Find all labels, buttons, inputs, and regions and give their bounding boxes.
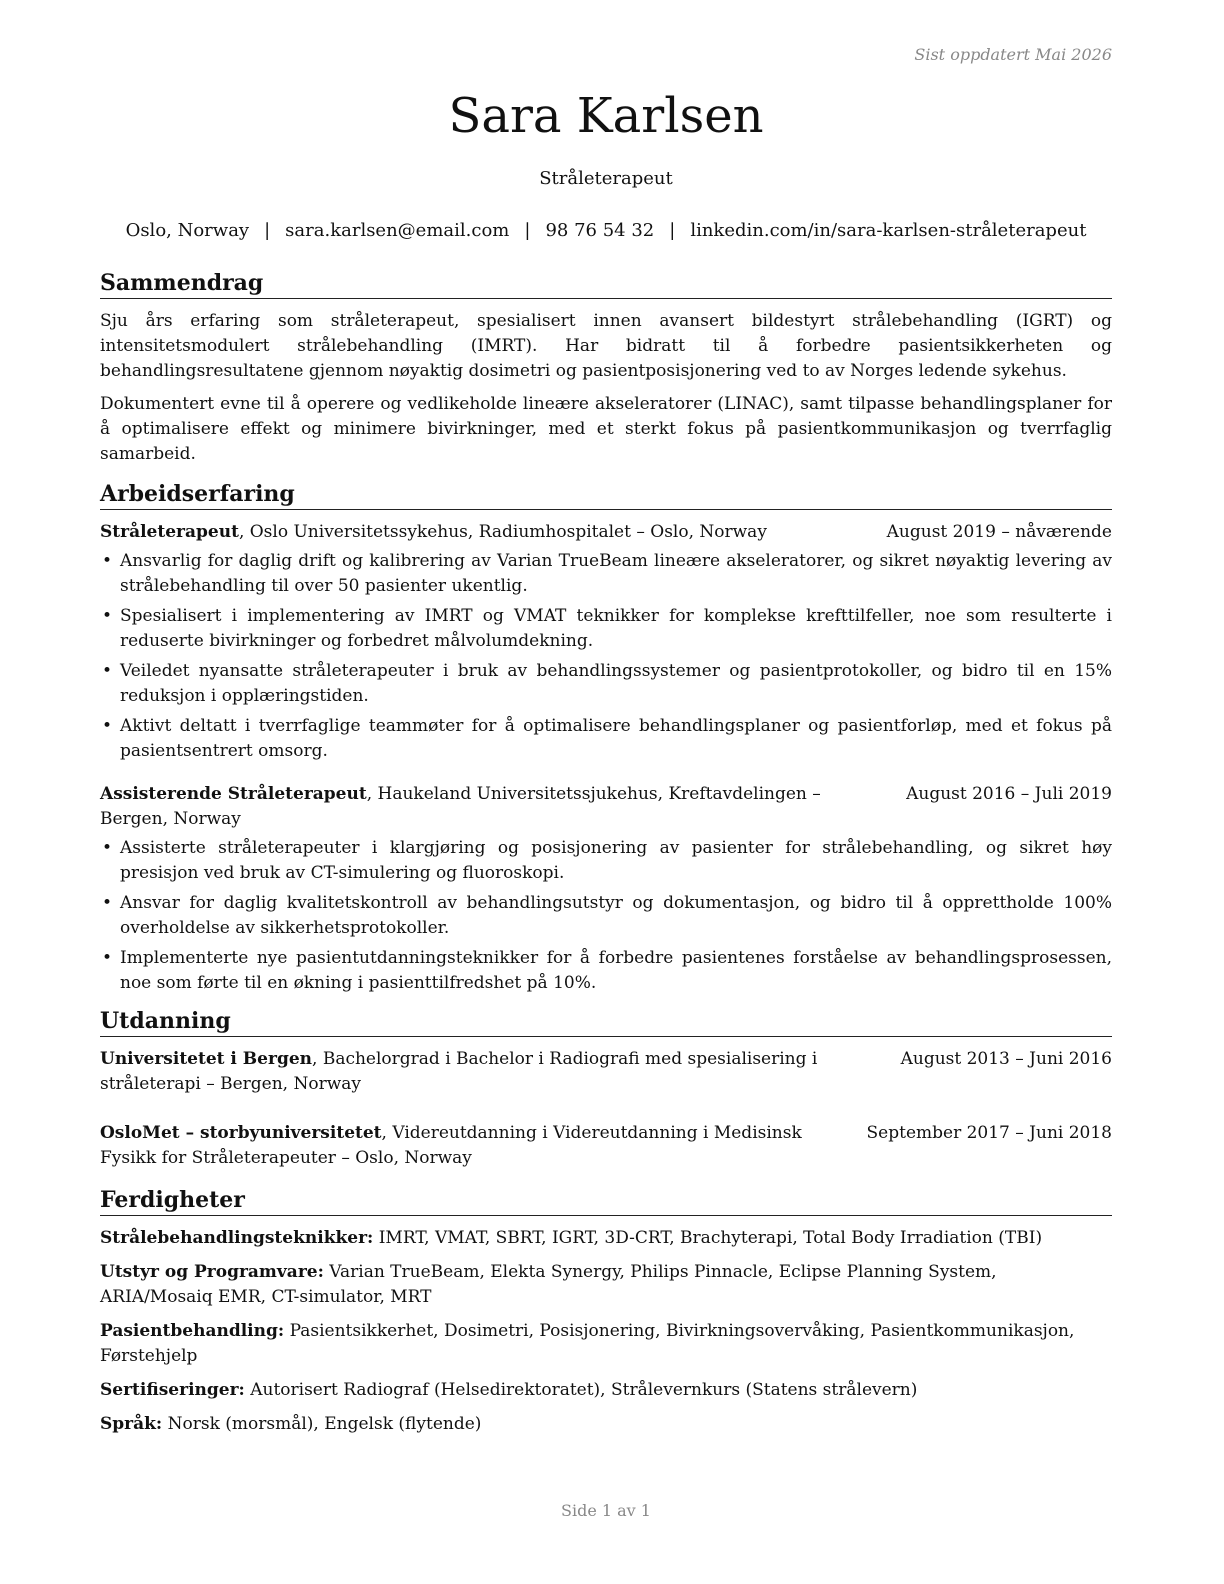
bullet-item (100, 714, 1112, 764)
section-heading: Ferdigheter (100, 1185, 1112, 1216)
job-dates: August 2019 – nåværende (886, 522, 1112, 542)
section-heading: Sammendrag (100, 268, 1112, 299)
job-organization: , Haukeland Universitetssjukehus, Kreftavdelingen – Bergen, Norway (100, 784, 821, 829)
section-heading: Utdanning (100, 1006, 1112, 1037)
school-name: Universitetet i Bergen (100, 1049, 313, 1069)
bullet-text: Implementerte nye pasientutdanningsteknikker for å forbedre pasientenes forståelse av behandlingsprosessen, noe som førte til en økning i pasienttilfredshet på 10%. (120, 948, 1112, 993)
contact-phone: 98 76 54 32 (545, 220, 655, 241)
education-dates: August 2013 – Juni 2016 (900, 1049, 1112, 1069)
skill-label: Pasientbehandling: (100, 1321, 285, 1341)
bullet-text: Ansvarlig for daglig drift og kalibrering av Varian TrueBeam lineære akseleratorer, og sikret nøyaktig levering av strålebehandling til over 50 pasienter ukentlig. (120, 551, 1112, 596)
summary-section (100, 268, 1112, 467)
skill-label: Sertifiseringer: (100, 1380, 245, 1400)
page-number: Side 1 av 1 (561, 1501, 651, 1520)
job-entry (100, 782, 1112, 996)
school-name: OsloMet – storbyuniversitetet (100, 1123, 382, 1143)
skill-value: Autorisert Radiograf (Helsedirektoratet), Strålevernkurs (Statens strålevern) (244, 1380, 918, 1400)
summary-paragraph: Sju års erfaring som stråleterapeut, spesialisert innen avansert bildestyrt strålebehandling (IGRT) og intensitetsmodulert strålebehandling (IMRT). Har bidratt til å forbedre pasientsikkerheten og behandlingsresultatene gjennom nøyaktig dosimetri og pasientposisjonering ved to av Norges ledende sykehus. (100, 311, 1112, 381)
skill-row (100, 1260, 1112, 1310)
job-role: Stråleterapeut (100, 522, 239, 542)
bullet-icon: • (102, 893, 113, 913)
bullet-text: Aktivt deltatt i tverrfaglige teammøter for å optimalisere behandlingsplaner og pasientforløp, med et fokus på pasientsentrert omsorg. (120, 716, 1112, 761)
skill-label: Strålebehandlingsteknikker: (100, 1228, 374, 1248)
bullet-icon: • (102, 606, 113, 626)
bullet-text: Ansvar for daglig kvalitetskontroll av behandlingsutstyr og dokumentasjon, og bidro til å opprettholde 100% overholdelse av sikkerhetsprotokoller. (120, 893, 1112, 938)
candidate-name: Sara Karlsen (448, 88, 764, 144)
resume-page (100, 0, 1112, 1584)
experience-section (100, 479, 1112, 996)
bullet-item (100, 604, 1112, 654)
contact-separator: | (524, 220, 531, 241)
contact-separator: | (264, 220, 271, 241)
bullet-item (100, 946, 1112, 996)
bullet-item (100, 549, 1112, 599)
education-entry (100, 1121, 1112, 1171)
skill-row (100, 1378, 1112, 1403)
resume-body (100, 268, 1112, 1446)
bullet-item (100, 659, 1112, 709)
job-bullets (100, 836, 1112, 996)
skill-value: Pasientsikkerhet, Dosimetri, Posisjonering, Bivirkningsovervåking, Pasientkommunikasjon, Førstehjelp (100, 1321, 1075, 1366)
job-bullets (100, 549, 1112, 764)
job-role: Assisterende Stråleterapeut (100, 784, 367, 804)
bullet-text: Assisterte stråleterapeuter i klargjøring og posisjonering av pasienter for strålebehandling, og sikret høy presisjon ved bruk av CT-simulering og fluoroskopi. (120, 838, 1112, 883)
bullet-item (100, 836, 1112, 886)
skill-value: Varian TrueBeam, Elekta Synergy, Philips Pinnacle, Eclipse Planning System, ARIA/Mosaiq EMR, CT-simulator, MRT (100, 1262, 997, 1307)
contact-line (60, 220, 1152, 241)
bullet-icon: • (102, 661, 113, 681)
skill-row (100, 1226, 1112, 1251)
summary-paragraph: Dokumentert evne til å operere og vedlikeholde lineære akseleratorer (LINAC), samt tilpasse behandlingsplaner for å optimalisere effekt og minimere bivirkninger, med et sterkt fokus på pasientkommunikasjon og tverrfaglig samarbeid. (100, 394, 1112, 464)
degree-detail: , Videreutdanning i Videreutdanning i Medisinsk Fysikk for Stråleterapeuter – Oslo, Norway (100, 1123, 802, 1168)
job-title: Stråleterapeut (539, 168, 673, 189)
contact-separator: | (669, 220, 676, 241)
bullet-icon: • (102, 716, 113, 736)
job-entry (100, 520, 1112, 764)
degree-detail: , Bachelorgrad i Bachelor i Radiografi med spesialisering i stråleterapi – Bergen, Norway (100, 1049, 818, 1094)
skill-value: Norsk (morsmål), Engelsk (flytende) (162, 1414, 482, 1434)
job-header (100, 782, 1112, 832)
job-header (100, 520, 1112, 545)
bullet-icon: • (102, 551, 113, 571)
bullet-icon: • (102, 838, 113, 858)
skill-row (100, 1319, 1112, 1369)
skill-row (100, 1412, 1112, 1437)
bullet-text: Spesialisert i implementering av IMRT og VMAT teknikker for komplekse krefttilfeller, noe som resulterte i reduserte bivirkninger og forbedret målvolumdekning. (120, 606, 1112, 651)
contact-location: Oslo, Norway (125, 220, 250, 241)
job-organization: , Oslo Universitetssykehus, Radiumhospitalet – Oslo, Norway (238, 522, 767, 542)
education-section (100, 1006, 1112, 1171)
contact-linkedin[interactable]: linkedin.com/in/sara-karlsen-stråleterapeut (690, 220, 1087, 241)
skill-label: Utstyr og Programvare: (100, 1262, 324, 1282)
last-updated: Sist oppdatert Mai 2026 (914, 45, 1112, 64)
contact-email[interactable]: sara.karlsen@email.com (285, 220, 510, 241)
skills-section (100, 1185, 1112, 1437)
bullet-icon: • (102, 948, 113, 968)
bullet-text: Veiledet nyansatte stråleterapeuter i bruk av behandlingssystemer og pasientprotokoller, og bidro til en 15% reduksjon i opplæringstiden. (120, 661, 1112, 706)
job-dates: August 2016 – Juli 2019 (906, 784, 1112, 804)
education-entry (100, 1047, 1112, 1097)
education-dates: September 2017 – Juni 2018 (866, 1123, 1112, 1143)
skill-value: IMRT, VMAT, SBRT, IGRT, 3D-CRT, Brachyterapi, Total Body Irradiation (TBI) (373, 1228, 1043, 1248)
section-heading: Arbeidserfaring (100, 479, 1112, 510)
bullet-item (100, 891, 1112, 941)
skill-label: Språk: (100, 1414, 163, 1434)
